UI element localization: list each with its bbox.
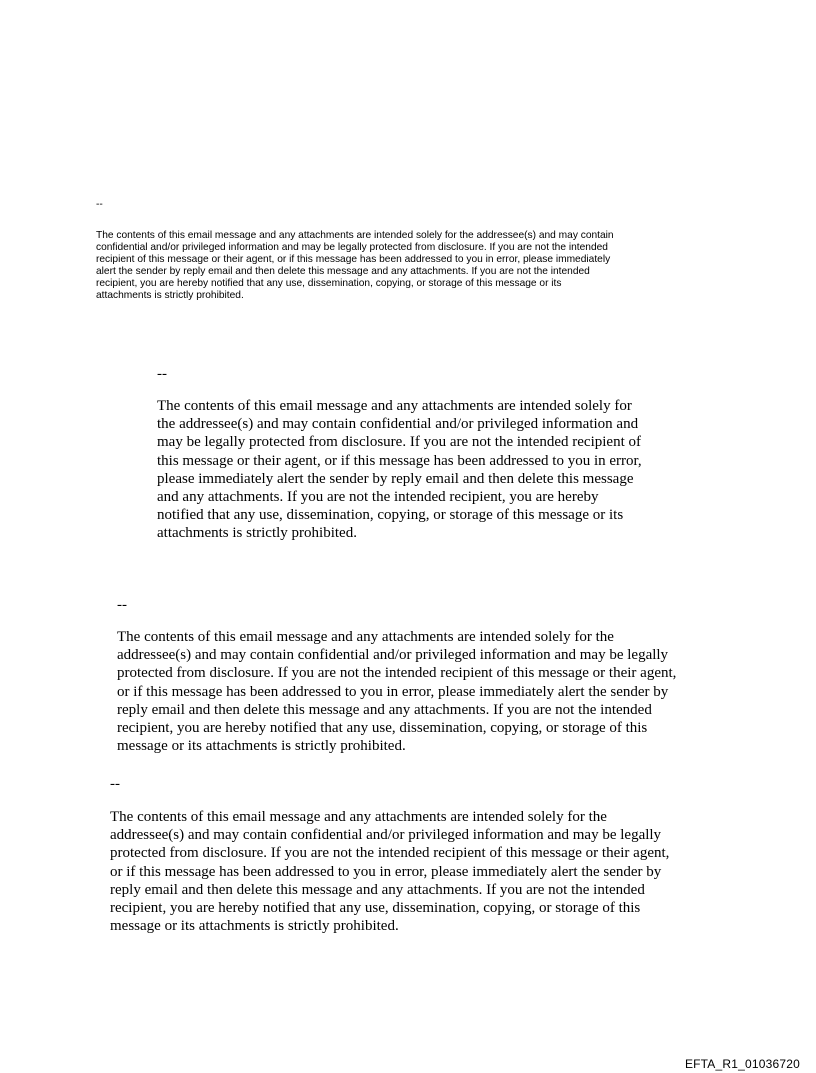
disclaimer-4: The contents of this email message and any attachments are intended solely for the addressee(s) and may contain confidential and/or privileged information and may be legally protected from disclosure. If you are not the intended recipient of this message or their agent, or if this message has been addressed to you in error, please immediately alert the sender by reply email and then delete this message and any attachments. If you are not the intended recipient, you are hereby notified that any use, dissemination, copying, or storage of this message or its attachments is strictly prohibited. <box>110 809 670 935</box>
separator-4: -- <box>110 776 120 792</box>
disclaimer-2: The contents of this email message and any attachments are intended solely for the addressee(s) and may contain confidential and/or privileged information and may be legally protected from disclosure. If you are not the intended recipient of this message or their agent, or if this message has been addressed to you in error, please immediately alert the sender by reply email and then delete this message and any attachments. If you are not the intended recipient, you are hereby notified that any use, dissemination, copying, or storage of this message or its attachments is strictly prohibited. <box>157 398 642 542</box>
disclaimer-1: The contents of this email message and any attachments are intended solely for the addressee(s) and may contain confidential and/or privileged information and may be legally protected from disclosure. If you are not the intended recipient of this message or their agent, or if this message has been addressed to you in error, please immediately alert the sender by reply email and then delete this message and any attachments. If you are not the intended recipient, you are hereby notified that any use, dissemination, copying, or storage of this message or its attachments is strictly prohibited. <box>96 230 614 301</box>
disclaimer-3: The contents of this email message and any attachments are intended solely for the addressee(s) and may contain confidential and/or privileged information and may be legally protected from disclosure. If you are not the intended recipient of this message or their agent, or if this message has been addressed to you in error, please immediately alert the sender by reply email and then delete this message and any attachments. If you are not the intended recipient, you are hereby notified that any use, dissemination, copying, or storage of this message or its attachments is strictly prohibited. <box>117 629 677 755</box>
separator-1: -- <box>96 199 103 210</box>
separator-2: -- <box>157 366 167 382</box>
document-id: EFTA_R1_01036720 <box>684 1057 800 1071</box>
separator-3: -- <box>117 597 127 613</box>
